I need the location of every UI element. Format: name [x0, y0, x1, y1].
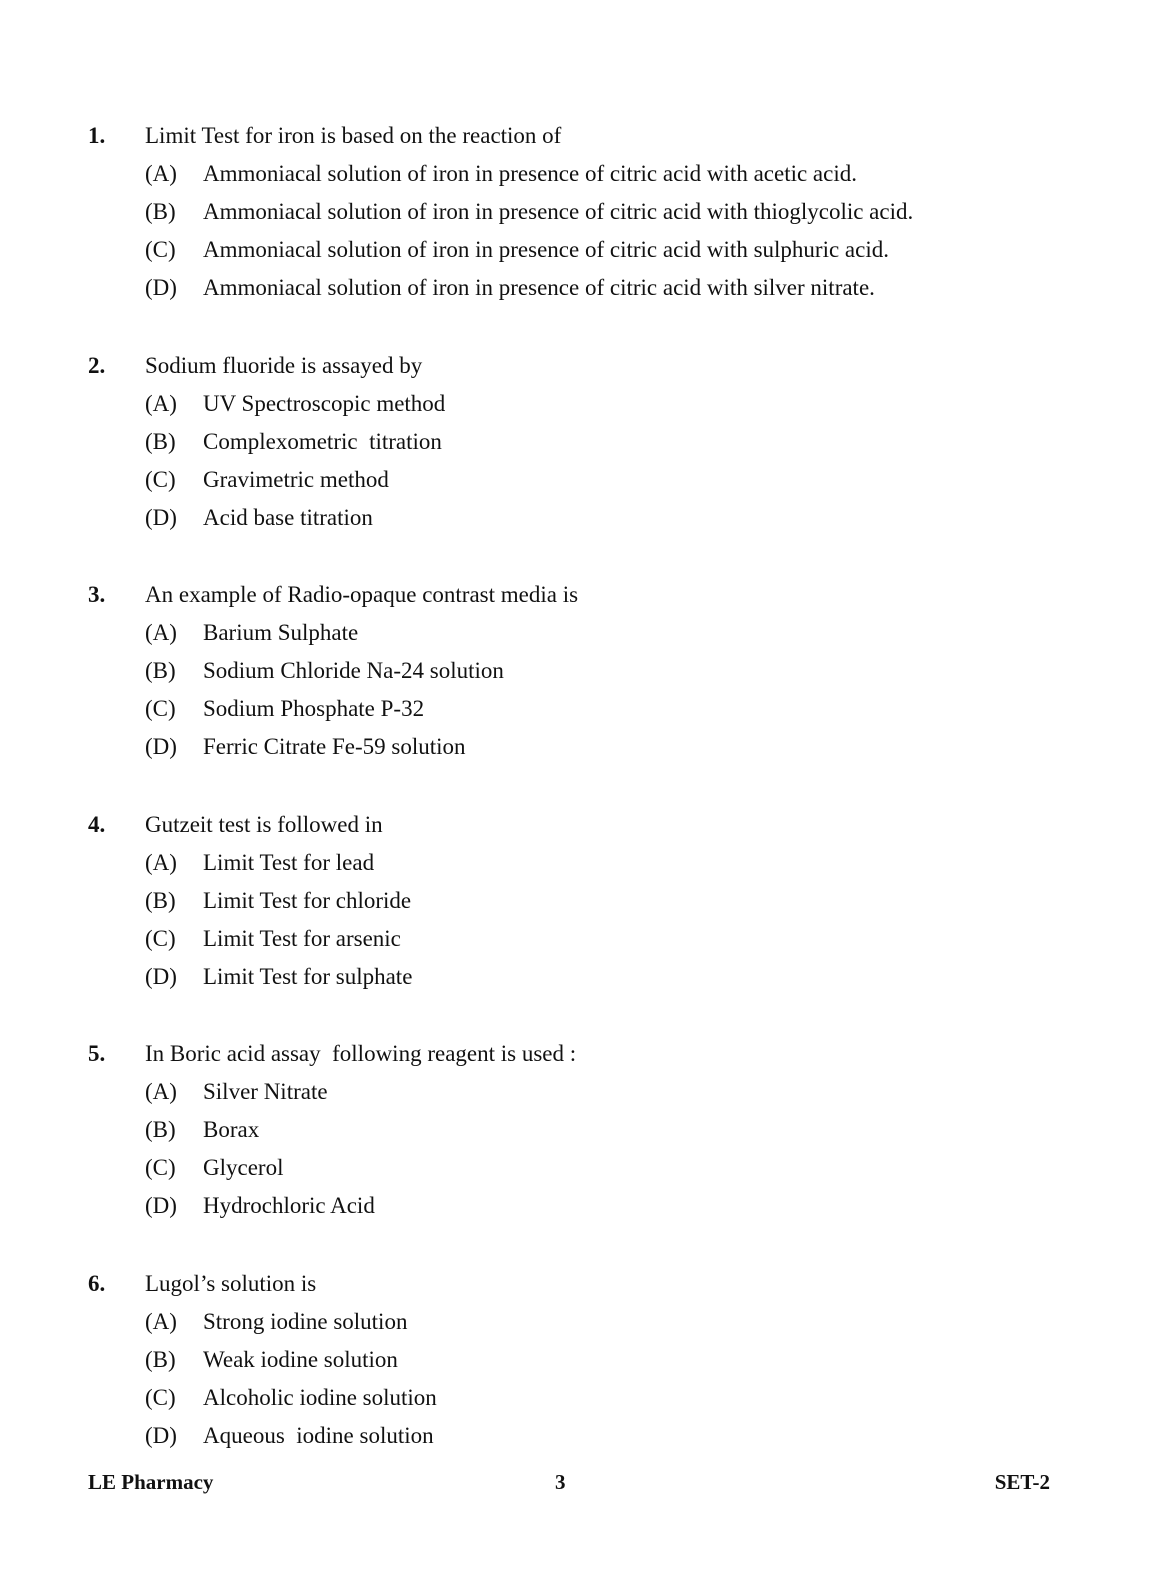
option-text: Ammoniacal solution of iron in presence of citric acid with sulphuric acid. [203, 237, 889, 262]
option-text: Glycerol [203, 1155, 284, 1180]
question-text: An example of Radio-opaque contrast media is [145, 582, 579, 607]
option-b [88, 1111, 1088, 1149]
question-number: 6. [88, 1271, 106, 1296]
option-text: Alcoholic iodine solution [203, 1385, 437, 1410]
option-a [88, 155, 1088, 193]
option-c [88, 920, 1088, 958]
option-text: Gravimetric method [203, 467, 389, 492]
question-2 [88, 347, 1088, 537]
question-text: Lugol’s solution is [145, 1271, 317, 1296]
option-d [88, 1417, 1088, 1455]
option-label: (B) [145, 888, 176, 913]
option-text: Acid base titration [203, 505, 373, 530]
option-b [88, 882, 1088, 920]
option-label: (A) [145, 1309, 177, 1334]
option-text: Ammoniacal solution of iron in presence of citric acid with thioglycolic acid. [203, 199, 914, 224]
option-label: (D) [145, 1423, 177, 1448]
option-label: (C) [145, 1385, 176, 1410]
option-text: Silver Nitrate [203, 1079, 328, 1104]
option-label: (C) [145, 1155, 176, 1180]
option-label: (B) [145, 429, 176, 454]
option-c [88, 231, 1088, 269]
option-text: Limit Test for sulphate [203, 964, 413, 989]
option-a [88, 1303, 1088, 1341]
footer-set: SET-2 [994, 1470, 1050, 1494]
option-c [88, 461, 1088, 499]
option-d [88, 499, 1088, 537]
option-b [88, 1341, 1088, 1379]
option-label: (B) [145, 1347, 176, 1372]
question-number: 2. [88, 353, 106, 378]
option-c [88, 1149, 1088, 1187]
question-number: 1. [88, 123, 106, 148]
option-text: UV Spectroscopic method [203, 391, 446, 416]
option-label: (D) [145, 505, 177, 530]
question-4 [88, 806, 1088, 996]
option-b [88, 193, 1088, 231]
option-text: Complexometric titration [203, 429, 442, 454]
option-text: Limit Test for chloride [203, 888, 412, 913]
option-label: (B) [145, 1117, 176, 1142]
question-text: Gutzeit test is followed in [145, 812, 383, 837]
option-text: Limit Test for lead [203, 850, 375, 875]
option-text: Weak iodine solution [203, 1347, 398, 1372]
option-d [88, 1187, 1088, 1225]
option-label: (C) [145, 467, 176, 492]
question-1 [88, 117, 1088, 307]
option-label: (B) [145, 658, 176, 683]
option-label: (A) [145, 620, 177, 645]
page-footer [88, 1470, 1050, 1500]
question-6 [88, 1265, 1088, 1455]
option-label: (C) [145, 696, 176, 721]
question-3 [88, 576, 1088, 766]
option-label: (C) [145, 237, 176, 262]
option-text: Hydrochloric Acid [203, 1193, 375, 1218]
option-c [88, 690, 1088, 728]
option-text: Limit Test for arsenic [203, 926, 401, 951]
option-text: Barium Sulphate [203, 620, 359, 645]
option-label: (B) [145, 199, 176, 224]
question-number: 4. [88, 812, 106, 837]
option-a [88, 385, 1088, 423]
option-label: (A) [145, 850, 177, 875]
option-d [88, 728, 1088, 766]
option-d [88, 958, 1088, 996]
question-5 [88, 1035, 1088, 1225]
option-text: Borax [203, 1117, 260, 1142]
option-b [88, 652, 1088, 690]
question-text: Limit Test for iron is based on the reaction of [145, 123, 562, 148]
option-a [88, 1073, 1088, 1111]
footer-page-number: 3 [555, 1470, 566, 1494]
option-d [88, 269, 1088, 307]
option-text: Strong iodine solution [203, 1309, 408, 1334]
option-text: Sodium Chloride Na-24 solution [203, 658, 504, 683]
option-text: Ferric Citrate Fe-59 solution [203, 734, 466, 759]
option-label: (D) [145, 964, 177, 989]
option-text: Ammoniacal solution of iron in presence of citric acid with silver nitrate. [203, 275, 875, 300]
option-c [88, 1379, 1088, 1417]
option-label: (A) [145, 391, 177, 416]
option-b [88, 423, 1088, 461]
option-label: (A) [145, 161, 177, 186]
option-text: Aqueous iodine solution [203, 1423, 434, 1448]
question-number: 3. [88, 582, 106, 607]
option-label: (D) [145, 734, 177, 759]
option-label: (D) [145, 275, 177, 300]
option-a [88, 614, 1088, 652]
question-text: Sodium fluoride is assayed by [145, 353, 423, 378]
question-text: In Boric acid assay following reagent is used : [145, 1041, 577, 1066]
footer-subject: LE Pharmacy [88, 1470, 214, 1494]
option-text: Ammoniacal solution of iron in presence of citric acid with acetic acid. [203, 161, 857, 186]
option-label: (D) [145, 1193, 177, 1218]
option-label: (C) [145, 926, 176, 951]
question-number: 5. [88, 1041, 106, 1066]
option-text: Sodium Phosphate P-32 [203, 696, 425, 721]
option-a [88, 844, 1088, 882]
option-label: (A) [145, 1079, 177, 1104]
